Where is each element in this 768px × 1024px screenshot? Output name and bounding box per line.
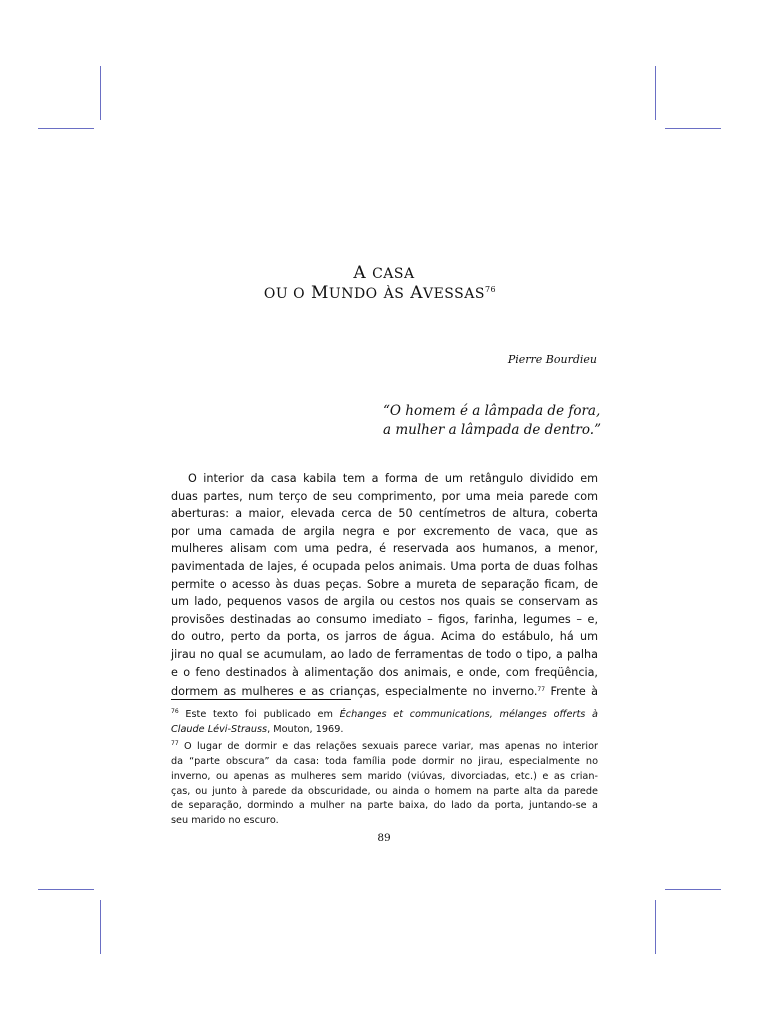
footnote-77-line-1 bbox=[171, 737, 598, 755]
footnote-ref-77[interactable]: 77 bbox=[537, 686, 546, 694]
footnotes bbox=[171, 705, 598, 829]
epigraph bbox=[383, 402, 601, 440]
title-as: ÀS bbox=[383, 286, 405, 302]
title-line-2 bbox=[0, 283, 764, 303]
body-paragraph bbox=[171, 470, 598, 701]
body-line: um lado, pequenos vasos de argila ou cestos nos quais se conservam as bbox=[171, 595, 598, 609]
body-line: por uma camada de argila negra e por excremento de vaca, que as bbox=[171, 524, 598, 538]
body-line: O interior da casa kabila tem a forma de um retângulo dividido em bbox=[188, 472, 598, 485]
crop-mark-bottom-left-horizontal bbox=[38, 889, 94, 890]
body-line: aberturas: a maior, elevada cerca de 50 centímetros de altura, coberta bbox=[171, 507, 598, 521]
footnote-76-author: Claude Lévi-Strauss bbox=[171, 723, 268, 735]
footnote-76-number: 76 bbox=[171, 708, 179, 715]
footnote-76-line-1 bbox=[171, 705, 598, 723]
crop-mark-top-left-horizontal bbox=[38, 128, 94, 129]
footnote-separator bbox=[171, 699, 351, 700]
footnote-77-number: 77 bbox=[171, 740, 179, 748]
title-vessas: VESSAS bbox=[422, 286, 485, 302]
crop-mark-top-left-vertical bbox=[100, 66, 101, 120]
footnote-76-text: Este texto foi publicado em bbox=[185, 709, 333, 720]
title-small-caps: CASA bbox=[372, 266, 415, 282]
title-ou-o: OU O bbox=[263, 286, 306, 302]
epigraph-line-1: “O homem é a lâmpada de fora, bbox=[383, 403, 601, 419]
crop-mark-bottom-right-vertical bbox=[655, 900, 656, 954]
crop-mark-bottom-left-vertical bbox=[100, 900, 101, 954]
title-m: M bbox=[310, 283, 329, 303]
body-line: provisões destinadas ao consumo imediato – figos, farinha, legumes – e, bbox=[171, 612, 598, 626]
footnote-77-text: O lugar de dormir e das relações sexuais parece variar, mas apenas no interior bbox=[184, 741, 598, 753]
title-first-letter: A bbox=[353, 263, 367, 283]
page-number: 89 bbox=[377, 832, 391, 844]
title-a: A bbox=[410, 283, 423, 303]
footnote-76-rest: , Mouton, 1969. bbox=[267, 723, 344, 735]
body-line: mulheres alisam com uma pedra, é reservada aos humanos, a menor, bbox=[171, 542, 598, 556]
body-line-last bbox=[171, 681, 598, 701]
body-line: jirau no qual se acumulam, ao lado de ferramentas de todo o tipo, a palha bbox=[171, 647, 598, 661]
epigraph-line-2: a mulher a lâmpada de dentro.” bbox=[383, 422, 601, 438]
body-line: duas partes, num terço de seu comprimento, por uma meia parede com bbox=[171, 489, 598, 503]
body-line: permite o acesso às duas peças. Sobre a mureta de separação ficam, de bbox=[171, 577, 598, 591]
title-line-1 bbox=[0, 263, 768, 283]
crop-mark-bottom-right-horizontal bbox=[665, 889, 721, 890]
body-line-tail: Frente à bbox=[550, 685, 598, 699]
footnote-77-line: ças, ou junto à parede da obscuridade, ou ainda o homem na parte alta da parede bbox=[171, 785, 598, 797]
footnote-76-line-2 bbox=[171, 723, 598, 738]
body-line: e o feno destinados à alimentação dos animais, e onde, com freqüência, bbox=[171, 665, 598, 679]
body-line: pavimentada de lajes, é ocupada pelos animais. Uma porta de duas folhas bbox=[171, 559, 598, 573]
title-undo: UNDO bbox=[328, 286, 378, 302]
footnote-77-line: inverno, ou apenas as mulheres sem marido (viúvas, divorciadas, etc.) e as crian- bbox=[171, 770, 598, 782]
title-footnote-ref[interactable]: 76 bbox=[484, 285, 497, 294]
crop-mark-top-right-vertical bbox=[655, 66, 656, 120]
footnote-76-title: Échanges et communications, mélanges offerts à bbox=[339, 709, 598, 720]
crop-mark-top-right-horizontal bbox=[665, 128, 721, 129]
author-name: Pierre Bourdieu bbox=[507, 353, 597, 366]
footnote-77-line: de separação, dormindo a mulher na parte baixa, do lado da porta, juntando-se a bbox=[171, 800, 598, 812]
body-line-text: dormem as mulheres e as crianças, especialmente no inverno. bbox=[171, 685, 538, 699]
body-line: do outro, perto da porta, os jarros de água. Acima do estábulo, há um bbox=[171, 630, 598, 644]
footnote-77-line: seu marido no escuro. bbox=[171, 814, 279, 826]
footnote-77-line: da “parte obscura” da casa: toda família pode dormir no jirau, especialmente no bbox=[171, 756, 598, 768]
